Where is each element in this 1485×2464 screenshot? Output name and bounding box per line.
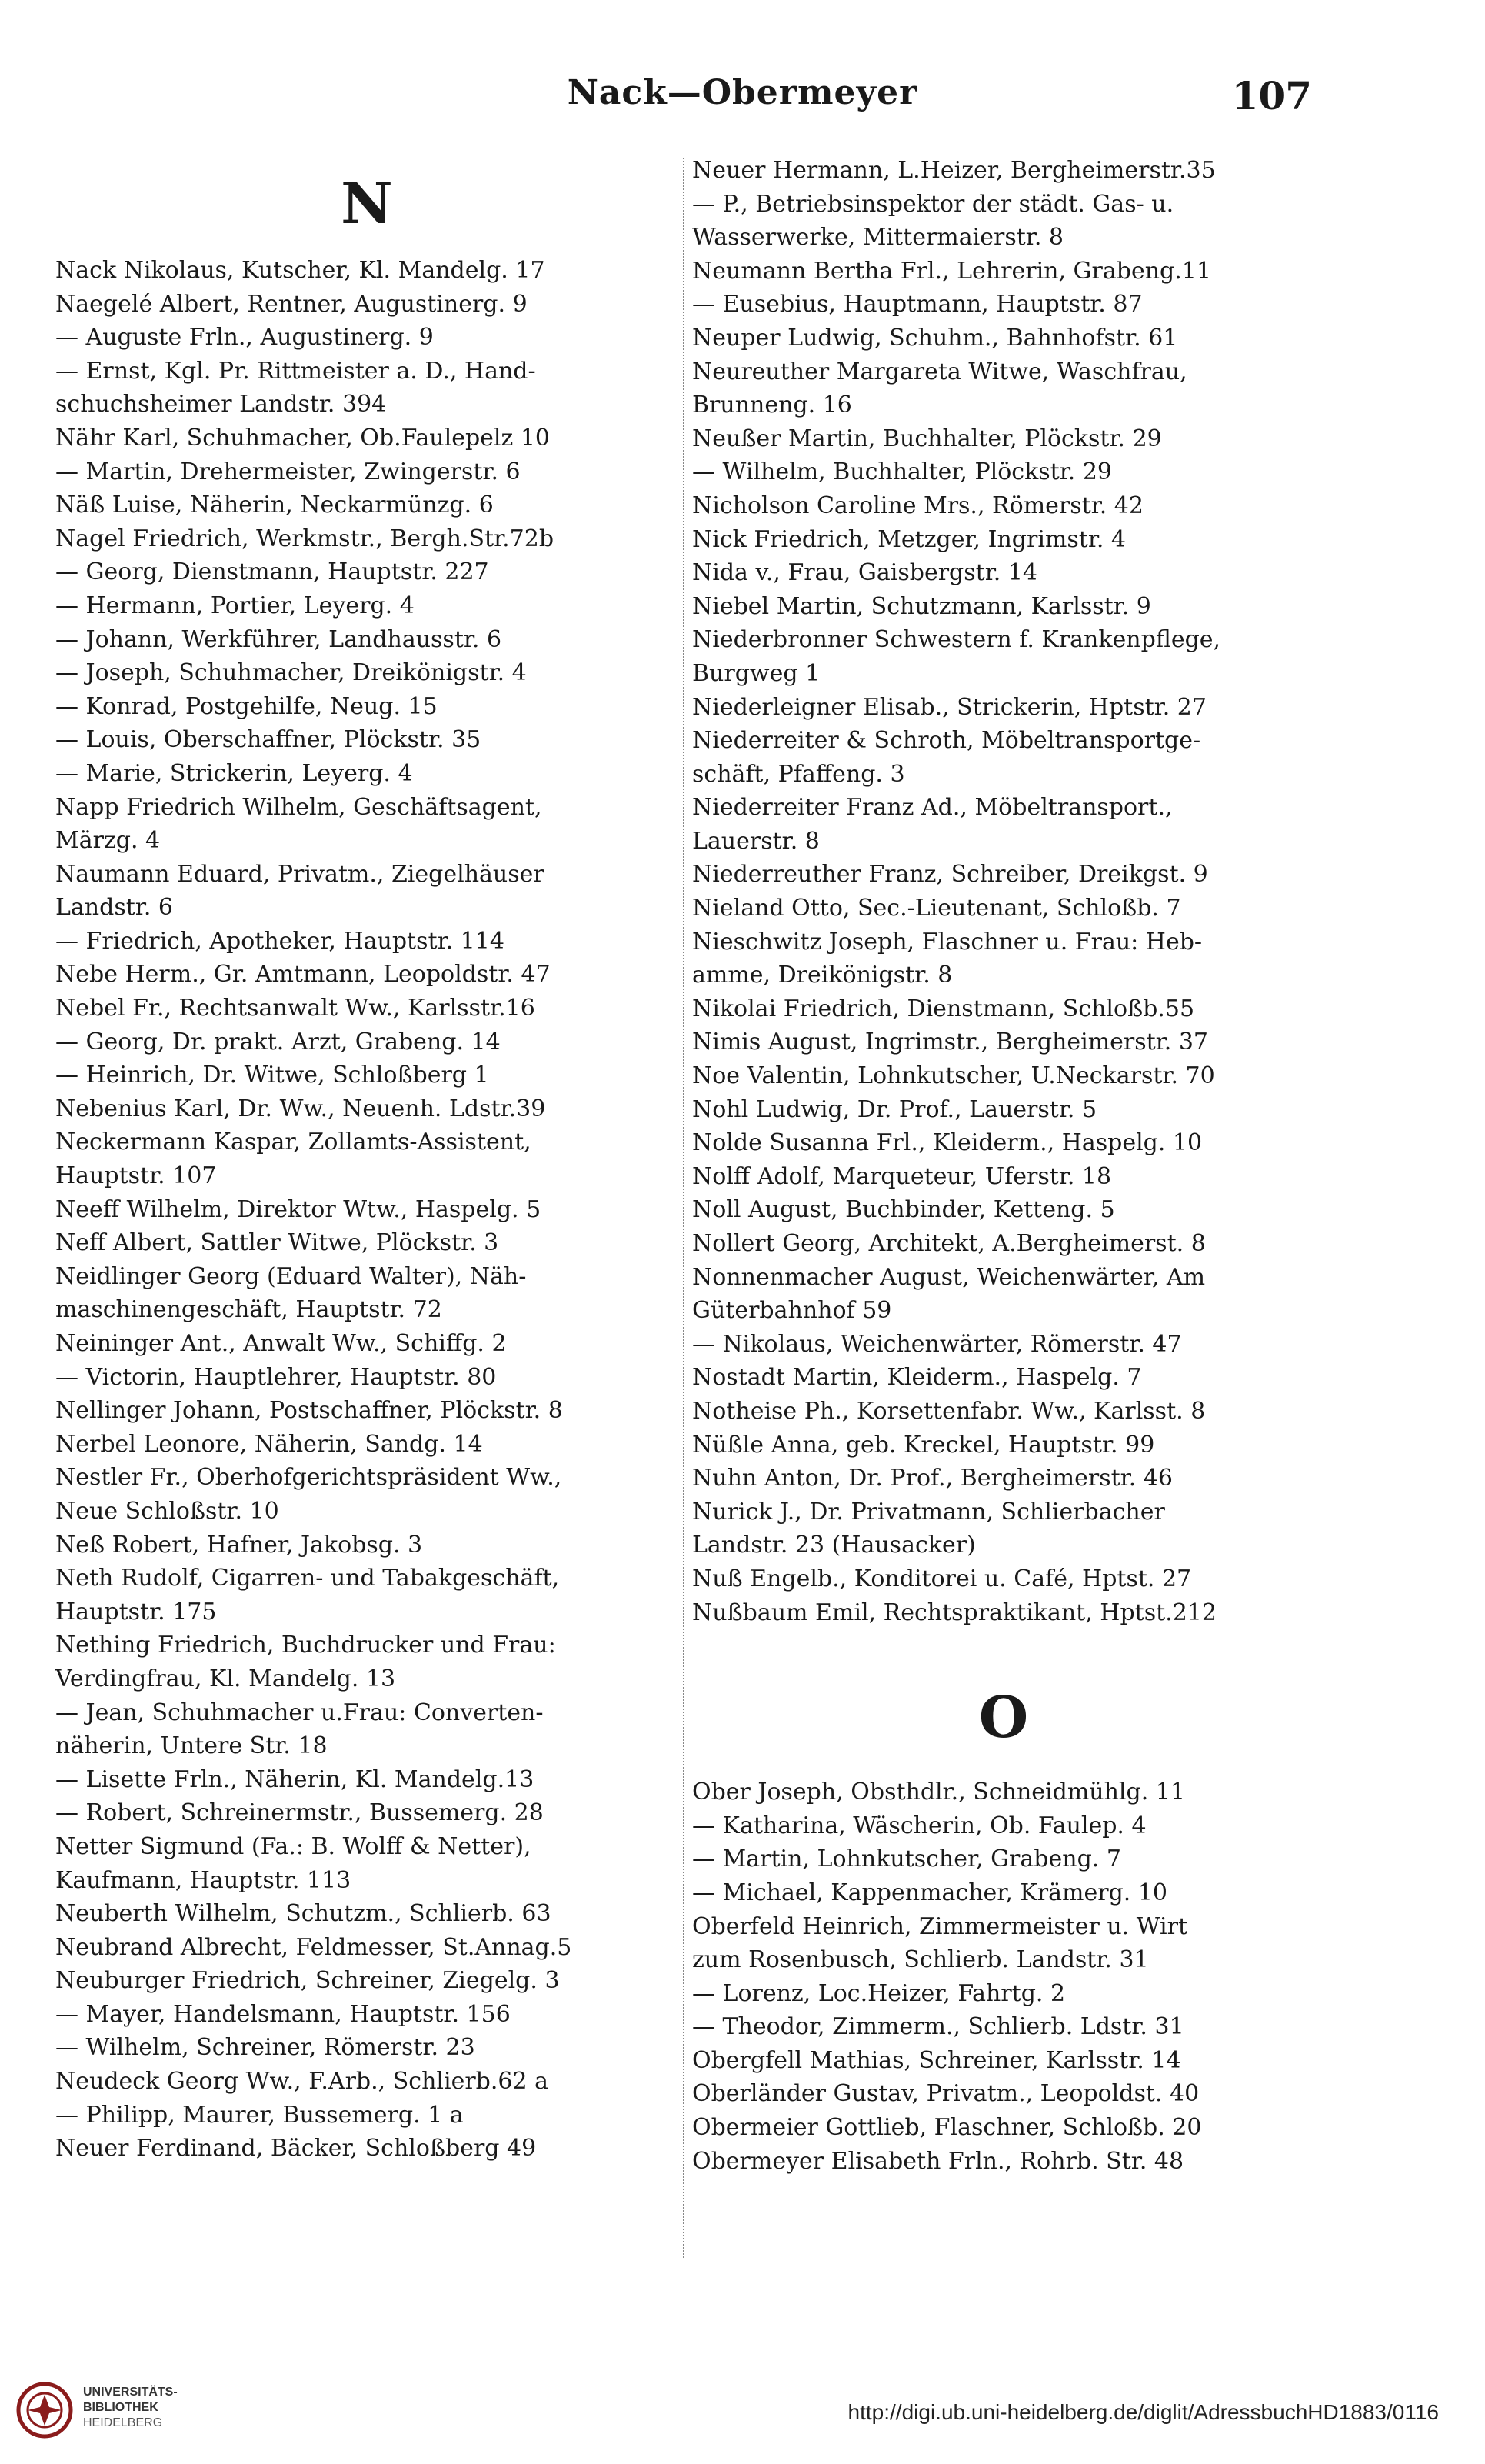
directory-entry: Napp Friedrich Wilhelm, Geschäftsagent, bbox=[55, 793, 542, 821]
directory-entry: zum Rosenbusch, Schlierb. Landstr. 31 bbox=[692, 1946, 1149, 1974]
directory-entry: Neß Robert, Hafner, Jakobsg. 3 bbox=[55, 1531, 423, 1559]
directory-entry: Märzg. 4 bbox=[55, 827, 161, 855]
directory-entry: Nick Friedrich, Metzger, Ingrimstr. 4 bbox=[692, 525, 1127, 553]
directory-entry: Nerbel Leonore, Näherin, Sandg. 14 bbox=[55, 1430, 483, 1458]
directory-entry: Landstr. 23 (Hausacker) bbox=[692, 1532, 976, 1559]
directory-entry: — Joseph, Schuhmacher, Dreikönigstr. 4 bbox=[55, 659, 527, 687]
directory-entry: Nikolai Friedrich, Dienstmann, Schloßb.55 bbox=[692, 995, 1195, 1022]
directory-entry: Neuer Hermann, L.Heizer, Bergheimerstr.35 bbox=[692, 157, 1216, 184]
directory-entry: Oberländer Gustav, Privatm., Leopoldst. 40 bbox=[692, 2080, 1200, 2108]
directory-entry: Neeff Wilhelm, Direktor Wtw., Haspelg. 5 bbox=[55, 1195, 541, 1223]
directory-entry: Hauptstr. 175 bbox=[55, 1598, 217, 1625]
directory-entry: Hauptstr. 107 bbox=[55, 1162, 217, 1190]
directory-entry: Neckermann Kaspar, Zollamts-Assistent, bbox=[55, 1129, 531, 1156]
directory-entry: — Martin, Drehermeister, Zwingerstr. 6 bbox=[55, 458, 521, 485]
directory-entry: Brunneng. 16 bbox=[692, 392, 852, 419]
page-number: 107 bbox=[1231, 73, 1312, 118]
directory-entry: Nolde Susanna Frl., Kleiderm., Haspelg. 10 bbox=[692, 1129, 1203, 1157]
directory-entry: Obermeyer Elisabeth Frln., Rohrb. Str. 48 bbox=[692, 2147, 1184, 2175]
directory-entry: — Friedrich, Apotheker, Hauptstr. 114 bbox=[55, 927, 504, 955]
directory-entry: Burgweg 1 bbox=[692, 659, 821, 687]
directory-entry: — Auguste Frln., Augustinerg. 9 bbox=[55, 324, 434, 352]
directory-entry: Nähr Karl, Schuhmacher, Ob.Faulepelz 10 bbox=[55, 424, 551, 452]
directory-entry: Nohl Ludwig, Dr. Prof., Lauerstr. 5 bbox=[692, 1095, 1097, 1123]
right-column bbox=[692, 154, 1315, 2178]
directory-entry: Nestler Fr., Oberhofgerichtspräsident Ww., bbox=[55, 1464, 562, 1492]
logo-line-2: BIBLIOTHEK bbox=[83, 2401, 158, 2414]
library-logo-text bbox=[83, 2385, 178, 2431]
directory-entry: schäft, Pfaffeng. 3 bbox=[692, 760, 905, 788]
directory-entry: Neth Rudolf, Cigarren- und Tabakgeschäft, bbox=[55, 1565, 560, 1592]
directory-entry: — Lisette Frln., Näherin, Kl. Mandelg.13 bbox=[55, 1765, 534, 1793]
directory-entry: Oberfeld Heinrich, Zimmermeister u. Wirt bbox=[692, 1912, 1188, 1940]
directory-entry: Niederreiter Franz Ad., Möbeltransport., bbox=[692, 794, 1173, 822]
directory-entry: Neureuther Margareta Witwe, Waschfrau, bbox=[692, 358, 1187, 385]
directory-entry: Nußbaum Emil, Rechtspraktikant, Hptst.212 bbox=[692, 1599, 1217, 1626]
directory-entry: — Georg, Dienstmann, Hauptstr. 227 bbox=[55, 558, 489, 586]
source-url-link[interactable]: http://digi.ub.uni-heidelberg.de/diglit/AdressbuchHD1883/0116 bbox=[847, 2400, 1439, 2424]
directory-entry: — Philipp, Maurer, Bussemerg. 1 a bbox=[55, 2101, 464, 2129]
directory-entry: Neumann Bertha Frl., Lehrerin, Grabeng.11 bbox=[692, 257, 1211, 285]
library-logo[interactable] bbox=[15, 2377, 208, 2454]
running-head: Nack—Obermeyer bbox=[567, 73, 918, 112]
directory-entry: Nuhn Anton, Dr. Prof., Bergheimerstr. 46 bbox=[692, 1465, 1173, 1492]
left-entry-list bbox=[55, 254, 678, 2166]
page-header bbox=[0, 73, 1485, 127]
directory-entry: — Eusebius, Hauptmann, Hauptstr. 87 bbox=[692, 291, 1143, 318]
directory-entry: Nuß Engelb., Konditorei u. Café, Hptst. 27 bbox=[692, 1565, 1192, 1592]
directory-entry: — Wilhelm, Schreiner, Römerstr. 23 bbox=[55, 2034, 475, 2062]
directory-entry: Neuer Ferdinand, Bäcker, Schloßberg 49 bbox=[55, 2135, 537, 2162]
directory-entry: Neubrand Albrecht, Feldmesser, St.Annag.5 bbox=[55, 1933, 572, 1961]
directory-entry: Naumann Eduard, Privatm., Ziegelhäuser bbox=[55, 860, 544, 888]
directory-entry: — Konrad, Postgehilfe, Neug. 15 bbox=[55, 692, 438, 720]
directory-entry: — Wilhelm, Buchhalter, Plöckstr. 29 bbox=[692, 458, 1113, 486]
page-footer bbox=[0, 2369, 1485, 2464]
section-letter-o: O bbox=[978, 1685, 1029, 1752]
section-letter-n: N bbox=[341, 171, 393, 237]
directory-entry: — Heinrich, Dr. Witwe, Schloßberg 1 bbox=[55, 1062, 489, 1089]
directory-entry: näherin, Untere Str. 18 bbox=[55, 1732, 328, 1760]
directory-entry: Nicholson Caroline Mrs., Römerstr. 42 bbox=[692, 492, 1144, 519]
directory-entry: — Lorenz, Loc.Heizer, Fahrtg. 2 bbox=[692, 1979, 1066, 2007]
directory-entry: Nolff Adolf, Marqueteur, Uferstr. 18 bbox=[692, 1162, 1112, 1190]
directory-entry: — Michael, Kappenmacher, Krämerg. 10 bbox=[692, 1879, 1168, 1906]
directory-entry: Notheise Ph., Korsettenfabr. Ww., Karlsst. 8 bbox=[692, 1397, 1206, 1425]
logo-line-1: UNIVERSITÄTS- bbox=[83, 2386, 178, 2399]
directory-entry: — Robert, Schreinermstr., Bussemerg. 28 bbox=[55, 1799, 544, 1827]
directory-entry: Nüßle Anna, geb. Kreckel, Hauptstr. 99 bbox=[692, 1431, 1155, 1459]
left-column bbox=[55, 154, 678, 2166]
directory-entry: schuchsheimer Landstr. 394 bbox=[55, 391, 387, 418]
directory-entry: — Marie, Strickerin, Leyerg. 4 bbox=[55, 759, 413, 787]
directory-entry: Niederreuther Franz, Schreiber, Dreikgst. 9 bbox=[692, 861, 1208, 889]
directory-entry: Noll August, Buchbinder, Ketteng. 5 bbox=[692, 1196, 1115, 1224]
directory-entry: Nieland Otto, Sec.-Lieutenant, Schloßb. 7 bbox=[692, 895, 1181, 922]
directory-entry: Nebel Fr., Rechtsanwalt Ww., Karlsstr.16 bbox=[55, 995, 535, 1022]
directory-entry: Nieschwitz Joseph, Flaschner u. Frau: Heb- bbox=[692, 928, 1203, 955]
directory-entry: Verdingfrau, Kl. Mandelg. 13 bbox=[55, 1665, 396, 1692]
directory-entry: Nollert Georg, Architekt, A.Bergheimerst. 8 bbox=[692, 1230, 1206, 1257]
directory-entry: Güterbahnhof 59 bbox=[692, 1297, 892, 1325]
directory-entry: Netter Sigmund (Fa.: B. Wolff & Netter), bbox=[55, 1832, 531, 1860]
directory-entry: Naegelé Albert, Rentner, Augustinerg. 9 bbox=[55, 290, 528, 318]
directory-entry: Ober Joseph, Obsthdlr., Schneidmühlg. 11 bbox=[692, 1779, 1185, 1806]
directory-entry: — Nikolaus, Weichenwärter, Römerstr. 47 bbox=[692, 1330, 1182, 1358]
directory-entry: Nebenius Karl, Dr. Ww., Neuenh. Ldstr.39 bbox=[55, 1095, 546, 1122]
directory-entry: Niederleigner Elisab., Strickerin, Hptstr. 27 bbox=[692, 693, 1207, 721]
column-divider bbox=[683, 158, 684, 2258]
directory-entry: Neudeck Georg Ww., F.Arb., Schlierb.62 a bbox=[55, 2068, 549, 2096]
directory-entry: Näß Luise, Näherin, Neckarmünzg. 6 bbox=[55, 492, 494, 519]
directory-entry: — Hermann, Portier, Leyerg. 4 bbox=[55, 592, 415, 619]
directory-entry: — Katharina, Wäscherin, Ob. Faulep. 4 bbox=[692, 1812, 1147, 1839]
directory-entry: Neue Schloßstr. 10 bbox=[55, 1497, 279, 1525]
directory-entry: Nonnenmacher August, Weichenwärter, Am bbox=[692, 1263, 1206, 1291]
directory-entry: Niebel Martin, Schutzmann, Karlsstr. 9 bbox=[692, 592, 1151, 620]
directory-entry: Nellinger Johann, Postschaffner, Plöckstr. 8 bbox=[55, 1397, 563, 1425]
directory-entry: — Jean, Schuhmacher u.Frau: Converten- bbox=[55, 1699, 544, 1726]
directory-entry: Nostadt Martin, Kleiderm., Haspelg. 7 bbox=[692, 1364, 1142, 1392]
directory-entry: Kaufmann, Hauptstr. 113 bbox=[55, 1866, 351, 1894]
right-entry-list bbox=[692, 154, 1315, 1629]
directory-entry: — Ernst, Kgl. Pr. Rittmeister a. D., Hand- bbox=[55, 357, 536, 385]
directory-entry: Niederreiter & Schroth, Möbeltransportge- bbox=[692, 727, 1201, 755]
directory-entry: Nething Friedrich, Buchdrucker und Frau: bbox=[55, 1632, 556, 1659]
directory-entry: Nagel Friedrich, Werkmstr., Bergh.Str.72b bbox=[55, 525, 554, 552]
logo-line-3: HEIDELBERG bbox=[83, 2416, 163, 2429]
directory-entry: maschinengeschäft, Hauptstr. 72 bbox=[55, 1296, 442, 1324]
directory-entry: Neuberth Wilhelm, Schutzm., Schlierb. 63 bbox=[55, 1900, 551, 1928]
directory-entry: Obergfell Mathias, Schreiner, Karlsstr. 14 bbox=[692, 2046, 1181, 2074]
directory-entry: Nurick J., Dr. Privatmann, Schlierbacher bbox=[692, 1498, 1165, 1525]
directory-entry: Niederbronner Schwestern f. Krankenpflege, bbox=[692, 626, 1221, 654]
directory-entry: Nack Nikolaus, Kutscher, Kl. Mandelg. 17 bbox=[55, 257, 545, 284]
directory-entry: Wasserwerke, Mittermaierstr. 8 bbox=[692, 224, 1064, 252]
directory-entry: Landstr. 6 bbox=[55, 894, 173, 922]
directory-entry: Neußer Martin, Buchhalter, Plöckstr. 29 bbox=[692, 425, 1162, 452]
directory-entry: Nebe Herm., Gr. Amtmann, Leopoldstr. 47 bbox=[55, 961, 551, 989]
directory-entry: Nida v., Frau, Gaisbergstr. 14 bbox=[692, 559, 1037, 587]
directory-entry: — Georg, Dr. prakt. Arzt, Grabeng. 14 bbox=[55, 1028, 501, 1055]
directory-entry: — Mayer, Handelsmann, Hauptstr. 156 bbox=[55, 2000, 511, 2028]
directory-entry: — Louis, Oberschaffner, Plöckstr. 35 bbox=[55, 726, 481, 754]
directory-entry: — Johann, Werkführer, Landhausstr. 6 bbox=[55, 625, 502, 653]
directory-entry: Neininger Ant., Anwalt Ww., Schiffg. 2 bbox=[55, 1330, 507, 1357]
directory-entry: Neff Albert, Sattler Witwe, Plöckstr. 3 bbox=[55, 1229, 499, 1257]
directory-entry: Neuburger Friedrich, Schreiner, Ziegelg. 3 bbox=[55, 1967, 560, 1995]
directory-entry: Neidlinger Georg (Eduard Walter), Näh- bbox=[55, 1262, 527, 1290]
directory-entry: Neuper Ludwig, Schuhm., Bahnhofstr. 61 bbox=[692, 324, 1178, 352]
directory-entry: Noe Valentin, Lohnkutscher, U.Neckarstr. 70 bbox=[692, 1062, 1215, 1090]
directory-entry: Obermeier Gottlieb, Flaschner, Schloßb. 20 bbox=[692, 2114, 1202, 2142]
directory-entry: amme, Dreikönigstr. 8 bbox=[692, 962, 953, 989]
directory-entry: — Victorin, Hauptlehrer, Hauptstr. 80 bbox=[55, 1363, 497, 1391]
directory-entry: — Theodor, Zimmerm., Schlierb. Ldstr. 31 bbox=[692, 2013, 1184, 2041]
directory-entry: — P., Betriebsinspektor der städt. Gas- u. bbox=[692, 190, 1174, 218]
directory-entry: Nimis August, Ingrimstr., Bergheimerstr. 37 bbox=[692, 1029, 1209, 1056]
directory-entry: Lauerstr. 8 bbox=[692, 827, 820, 855]
right-entry-list-o bbox=[692, 1775, 1315, 2178]
directory-entry: — Martin, Lohnkutscher, Grabeng. 7 bbox=[692, 1845, 1121, 1873]
library-seal-icon bbox=[15, 2381, 74, 2439]
